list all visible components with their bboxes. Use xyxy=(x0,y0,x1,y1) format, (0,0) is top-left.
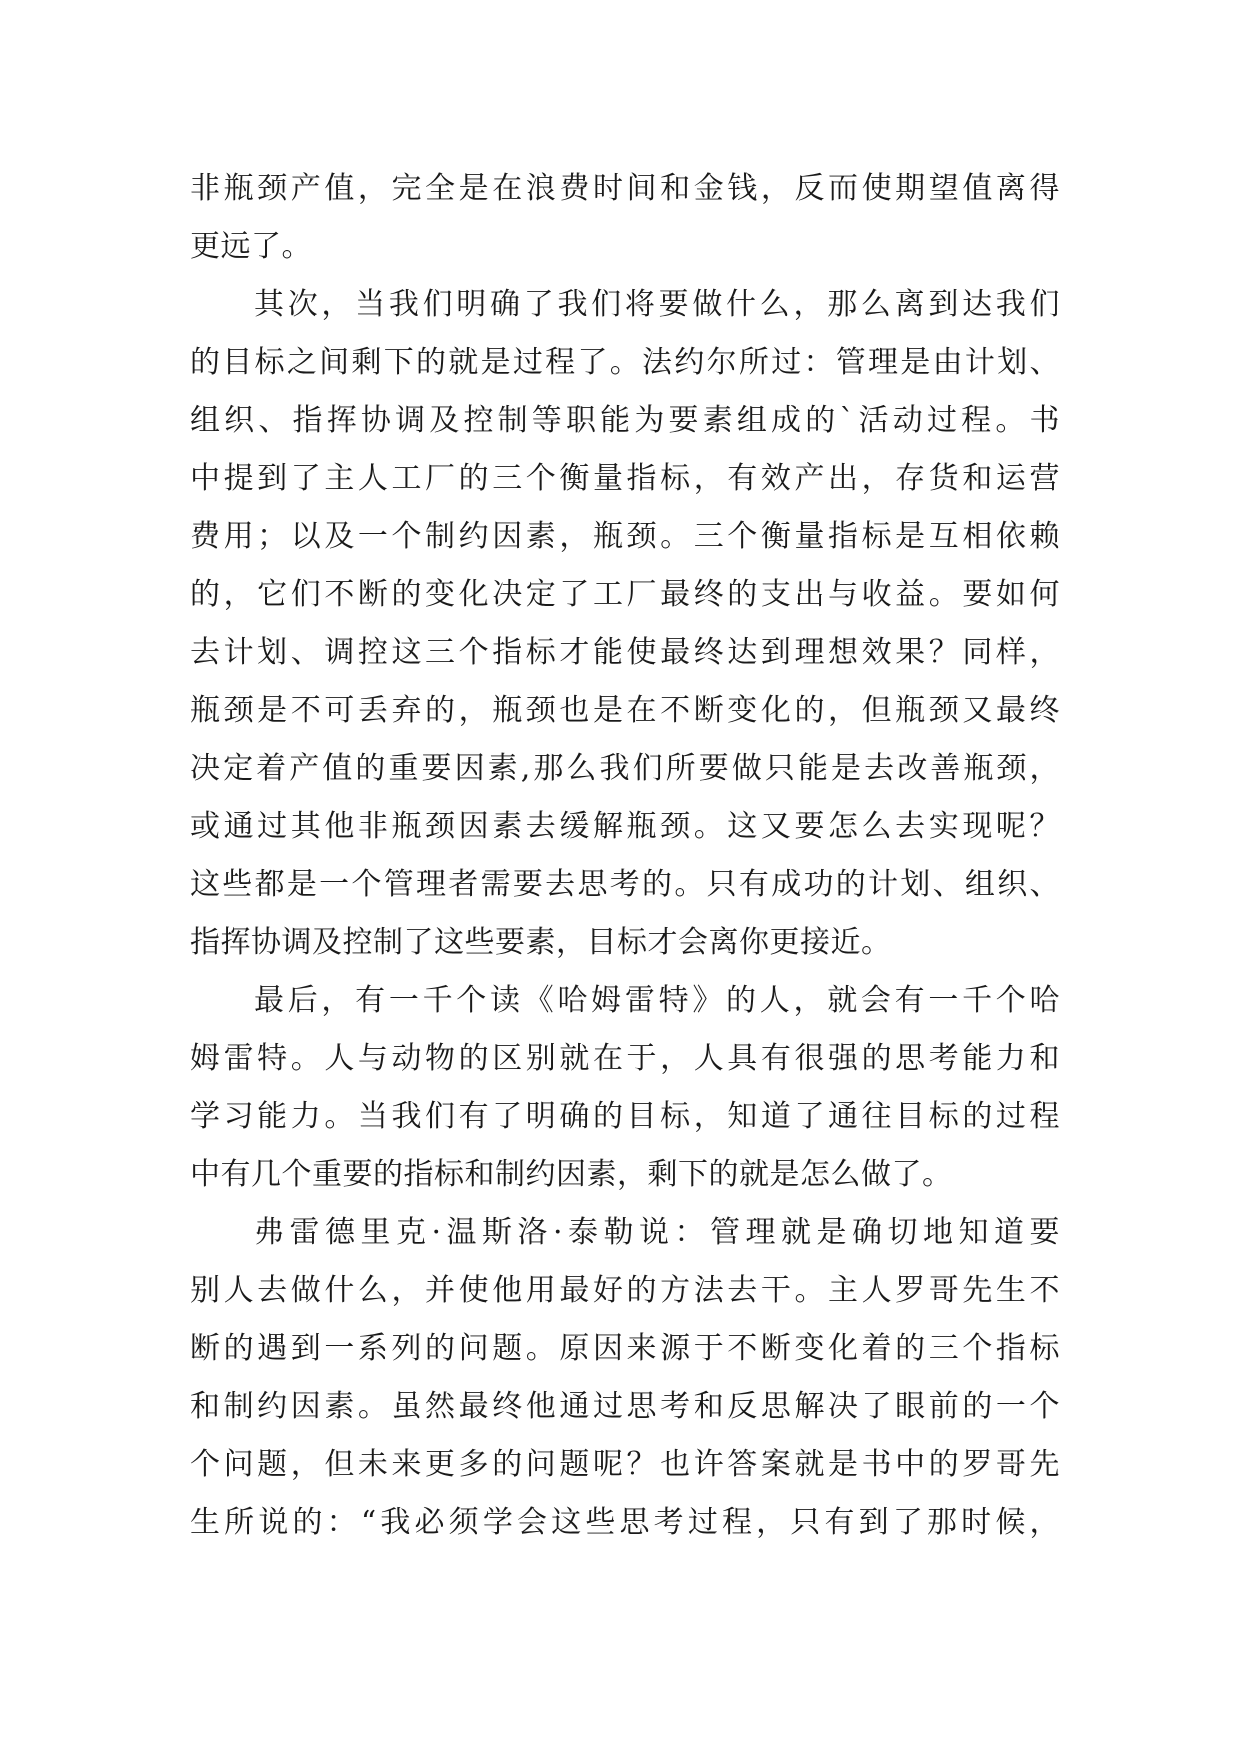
text-line: 中提到了主人工厂的三个衡量指标，有效产出，存货和运营 xyxy=(190,461,1060,496)
text-line: 组织、指挥协调及控制等职能为要素组成的`活动过程。书 xyxy=(190,403,1060,438)
text-line: 非瓶颈产值，完全是在浪费时间和金钱，反而使期望值离得 xyxy=(190,171,1060,206)
text-line: 决定着产值的重要因素,那么我们所要做只能是去改善瓶颈， xyxy=(190,751,1060,786)
text-line: 断的遇到一系列的问题。原因来源于不断变化着的三个指标 xyxy=(190,1331,1060,1366)
text-line: 个问题，但未来更多的问题呢？也许答案就是书中的罗哥先 xyxy=(190,1447,1060,1482)
text-line: 中有几个重要的指标和制约因素，剩下的就是怎么做了。 xyxy=(190,1157,953,1192)
text-line: 生所说的：“我必须学会这些思考过程，只有到了那时候， xyxy=(190,1505,1060,1540)
text-line: 最后，有一千个读《哈姆雷特》的人，就会有一千个哈 xyxy=(254,983,1060,1018)
text-line: 和制约因素。虽然最终他通过思考和反思解决了眼前的一个 xyxy=(190,1389,1060,1424)
text-line: 学习能力。当我们有了明确的目标，知道了通往目标的过程 xyxy=(190,1099,1060,1134)
text-line: 或通过其他非瓶颈因素去缓解瓶颈。这又要怎么去实现呢？ xyxy=(190,809,1060,844)
text-line: 瓶颈是不可丢弃的，瓶颈也是在不断变化的，但瓶颈又最终 xyxy=(190,693,1060,728)
text-line: 费用；以及一个制约因素，瓶颈。三个衡量指标是互相依赖 xyxy=(190,519,1060,554)
text-line: 弗雷德里克·温斯洛·泰勒说：管理就是确切地知道要 xyxy=(254,1215,1060,1250)
text-line: 的，它们不断的变化决定了工厂最终的支出与收益。要如何 xyxy=(190,577,1060,612)
text-line: 去计划、调控这三个指标才能使最终达到理想效果？同样， xyxy=(190,635,1060,670)
text-line: 姆雷特。人与动物的区别就在于，人具有很强的思考能力和 xyxy=(190,1041,1060,1076)
text-line: 的目标之间剩下的就是过程了。法约尔所过：管理是由计划、 xyxy=(190,345,1060,380)
text-line: 指挥协调及控制了这些要素，目标才会离你更接近。 xyxy=(190,925,892,960)
body-text xyxy=(190,160,1060,1552)
text-line: 这些都是一个管理者需要去思考的。只有成功的计划、组织、 xyxy=(190,867,1060,902)
text-line: 别人去做什么，并使他用最好的方法去干。主人罗哥先生不 xyxy=(190,1273,1060,1308)
text-line: 更远了。 xyxy=(190,229,312,264)
text-line: 其次，当我们明确了我们将要做什么，那么离到达我们 xyxy=(254,287,1060,322)
